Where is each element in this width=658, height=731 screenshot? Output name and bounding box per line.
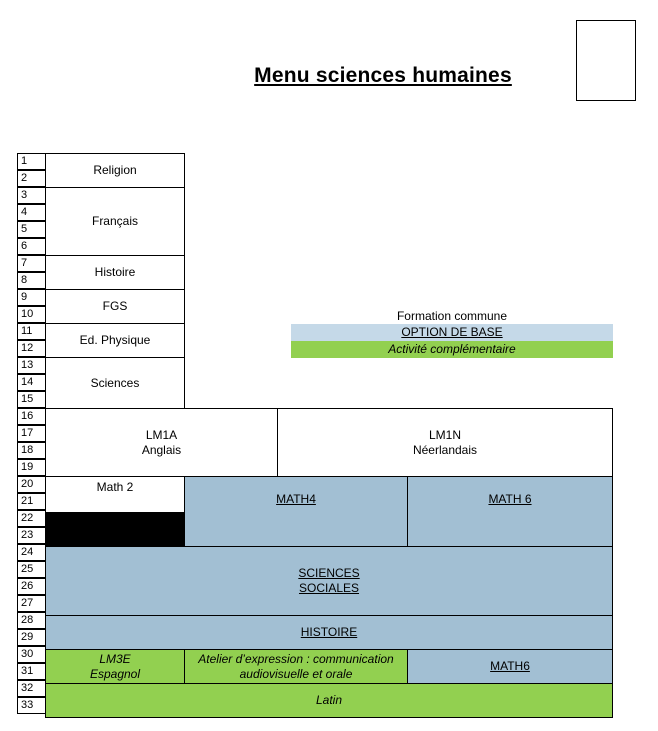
cell-label-line2: audiovisuelle et orale [239,666,353,681]
cell-label-line2: SOCIALES [298,581,360,595]
cell-label: Histoire [94,265,136,279]
cell-label: HISTOIRE [300,625,358,639]
period-number: 9 [17,289,46,306]
period-number: 10 [17,306,46,323]
cell-label: MATH 6 [488,492,532,506]
period-number: 32 [17,680,46,697]
cell-label: Français [91,214,138,228]
period-number: 5 [17,221,46,238]
cell-atelier [184,649,408,684]
cell-lm1a [45,408,278,477]
period-number: 13 [17,357,46,374]
period-number: 14 [17,374,46,391]
cell-math6 [407,476,613,547]
cell-lm1n [277,408,613,477]
period-number: 20 [17,476,46,493]
cell-histoire-option [45,615,613,650]
cell-label-line2: Espagnol [89,666,141,681]
cell-math2 [45,476,185,513]
legend-activite-complementaire: Activité complémentaire [291,341,613,358]
cell-label: MATH4 [276,492,316,506]
period-number: 21 [17,493,46,510]
cell-francais [45,187,185,256]
cell-religion [45,153,185,188]
page-title: Menu sciences humaines [254,64,512,87]
cell-label-line1: SCIENCES [298,566,360,580]
period-number: 27 [17,595,46,612]
cell-label: MATH6 [490,659,530,673]
cell-label: Ed. Physique [79,333,151,347]
cell-label-line2: Anglais [141,442,182,457]
cell-histoire [45,255,185,290]
period-number: 2 [17,170,46,187]
period-number: 7 [17,255,46,272]
cell-label-line1: Atelier d’expression : communication [198,651,394,666]
period-number: 11 [17,323,46,340]
period-number: 26 [17,578,46,595]
cell-latin [45,683,613,718]
legend-option-de-base: OPTION DE BASE [291,324,613,341]
period-number: 6 [17,238,46,255]
period-number: 30 [17,646,46,663]
period-number: 3 [17,187,46,204]
period-number: 4 [17,204,46,221]
period-number: 15 [17,391,46,408]
period-number: 17 [17,425,46,442]
cell-sciences-sociales [45,546,613,616]
period-number: 1 [17,153,46,170]
cell-label: Religion [93,163,137,177]
period-number: 8 [17,272,46,289]
cell-sciences [45,357,185,409]
cell-blocked [45,512,185,547]
period-number: 31 [17,663,46,680]
cell-math6-b [407,649,613,684]
period-number: 28 [17,612,46,629]
cell-label-line1: LM1N [428,427,461,442]
period-number: 18 [17,442,46,459]
period-number: 12 [17,340,46,357]
cell-label-line1: LM1A [145,427,178,442]
cell-ed-physique [45,323,185,358]
cell-label-line1: LM3E [99,651,131,666]
period-number: 23 [17,527,46,544]
cell-label: Math 2 [96,480,134,494]
empty-box [576,20,636,101]
period-number: 24 [17,544,46,561]
period-number: 29 [17,629,46,646]
period-number: 33 [17,697,46,714]
period-number: 25 [17,561,46,578]
legend-formation-commune: Formation commune [396,309,508,323]
cell-label-line2: Néerlandais [412,442,478,457]
cell-lm3e [45,649,185,684]
cell-label: FGS [102,299,128,313]
cell-label: Latin [315,693,343,707]
period-number: 19 [17,459,46,476]
period-number: 22 [17,510,46,527]
cell-label: Sciences [90,375,140,390]
cell-fgs [45,289,185,324]
cell-math4 [184,476,408,547]
period-number: 16 [17,408,46,425]
